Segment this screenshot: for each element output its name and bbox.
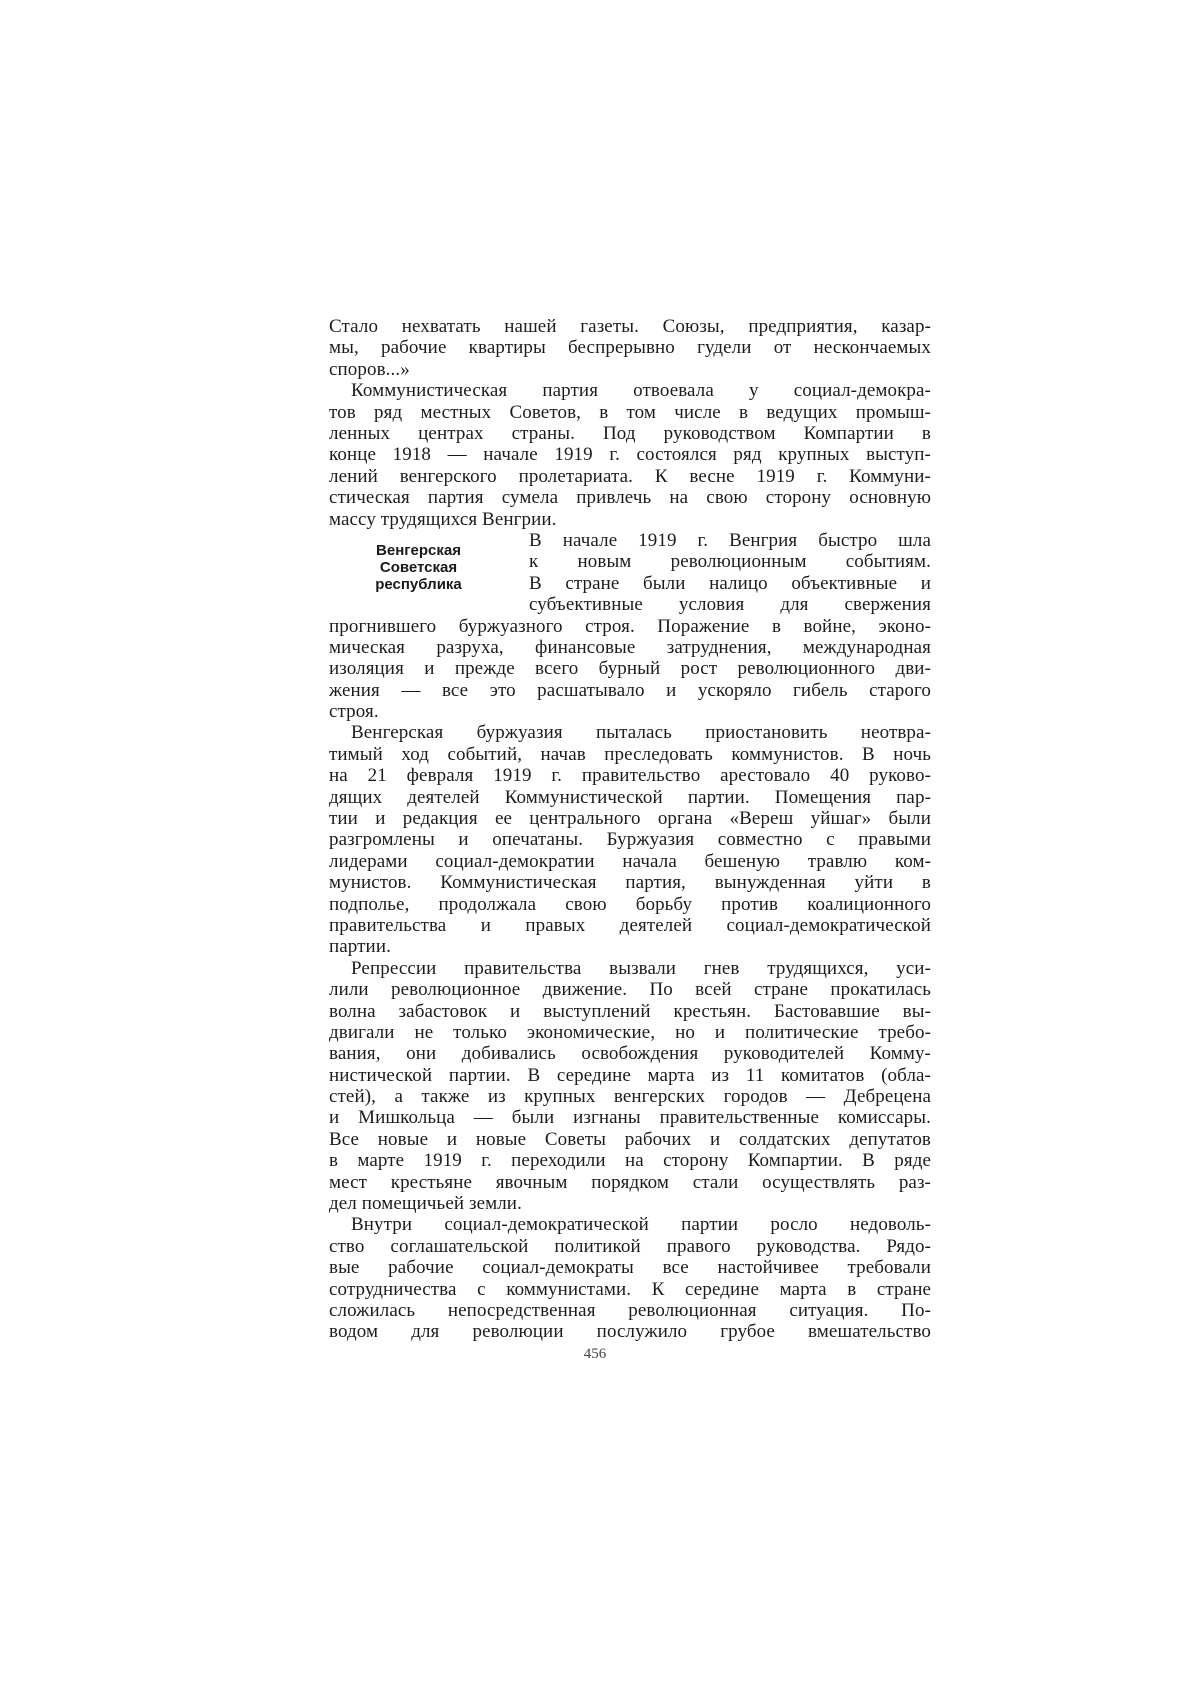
text-line: водом для революции послужило грубое вмешательство [329, 1321, 931, 1343]
paragraph-6 [329, 1214, 931, 1342]
text-line: тии и редакция ее центрального органа «Вереш уйшаг» были [329, 808, 931, 830]
text-line: к новым революционным событиям. [529, 551, 931, 573]
text-line: на 21 февраля 1919 г. правительство арестовало 40 руково- [329, 765, 931, 787]
text-line: Внутри социал-демократической партии росло недоволь- [351, 1214, 931, 1236]
text-line: и Мишкольца — были изгнаны правительственные комиссары. [329, 1107, 931, 1129]
text-line: сложилась непосредственная революционная ситуация. По- [329, 1300, 931, 1321]
text-line: в марте 1919 г. переходили на сторону Компартии. В ряде [329, 1150, 931, 1172]
text-line: вания, они добивались освобождения руководителей Комму- [329, 1043, 931, 1065]
text-line: Венгерская буржуазия пыталась приостановить неотвра- [351, 722, 931, 744]
text-column [329, 316, 931, 1343]
text-line: строя. [329, 701, 379, 723]
text-line: Репрессии правительства вызвали гнев трудящихся, уси- [351, 957, 931, 979]
wrapped-lines [529, 530, 931, 616]
text-line: жения — все это расшатывало и ускоряло гибель старого [329, 679, 931, 701]
sidehead-line: Венгерская [376, 541, 461, 559]
text-line: дел помещичьей земли. [329, 1193, 522, 1215]
text-line: вые рабочие социал-демократы все настойчивее требовали [329, 1257, 931, 1279]
text-line: ство соглашательской политикой правого руководства. Рядо- [329, 1235, 931, 1257]
text-line: В начале 1919 г. Венгрия быстро шла [529, 529, 931, 551]
text-line: мунистов. Коммунистическая партия, вынужденная уйти в [329, 872, 931, 894]
section-sidehead [356, 542, 481, 593]
text-line: Коммунистическая партия отвоевала у социал-демокра- [351, 380, 931, 402]
text-line: В стране были налицо объективные и [529, 572, 931, 594]
text-line: сотрудничества с коммунистами. К середине марта в стране [329, 1278, 931, 1300]
text-line: партии. [329, 936, 391, 958]
text-line: стическая партия сумела привлечь на свою сторону основную [329, 487, 931, 509]
text-line: конце 1918 — начале 1919 г. состоялся ряд крупных выступ- [329, 444, 931, 466]
text-line: стей), а также из крупных венгерских городов — Дебрецена [329, 1086, 931, 1108]
sidehead-line: республика [375, 575, 462, 593]
text-line: подполье, продолжала свою борьбу против коалиционного [329, 893, 931, 915]
text-line: ленных центрах страны. Под руководством Компартии в [329, 422, 931, 444]
text-line: дящих деятелей Коммунистической партии. Помещения пар- [329, 786, 931, 808]
paragraph-4 [329, 722, 931, 957]
text-line: мы, рабочие квартиры беспрерывно гудели от нескончаемых [329, 337, 931, 359]
text-line: субъективные условия для свержения [529, 594, 931, 616]
text-line: лидерами социал-демократии начала бешеную травлю ком- [329, 850, 931, 872]
text-line: лили революционное движение. По всей стране прокатилась [329, 979, 931, 1001]
paragraph-3 [329, 530, 931, 723]
text-line: мест крестьяне явочным порядком стали осуществлять раз- [329, 1171, 931, 1193]
paragraph-1 [329, 316, 931, 380]
text-line: Стало нехватать нашей газеты. Союзы, предприятия, казар- [329, 316, 931, 337]
text-line: Все новые и новые Советы рабочих и солдатских депутатов [329, 1128, 931, 1150]
paragraph-5 [329, 958, 931, 1215]
text-line: массу трудящихся Венгрии. [329, 508, 557, 530]
text-line: лений венгерского пролетариата. К весне 1919 г. Коммуни- [329, 465, 931, 487]
sidehead-wrap [329, 530, 931, 616]
text-line: двигали не только экономические, но и политические требо- [329, 1021, 931, 1043]
text-line: споров...» [329, 358, 410, 380]
page-number: 456 [583, 1346, 607, 1362]
text-line: волна забастовок и выступлений крестьян. Бастовавшие вы- [329, 1000, 931, 1022]
text-line: нистической партии. В середине марта из 11 комитатов (обла- [329, 1064, 931, 1086]
text-line: прогнившего буржуазного строя. Поражение в войне, эконо- [329, 615, 931, 637]
sidehead-line: Советская [379, 558, 458, 576]
text-line: изоляция и прежде всего бурный рост революционного дви- [329, 658, 931, 680]
paragraph-2 [329, 380, 931, 530]
text-line: мическая разруха, финансовые затруднения, международная [329, 636, 931, 658]
text-line: правительства и правых деятелей социал-демократической [329, 914, 931, 936]
text-line: тов ряд местных Советов, в том числе в ведущих промыш- [329, 401, 931, 423]
text-line: разгромлены и опечатаны. Буржуазия совместно с правыми [329, 829, 931, 851]
text-line: тимый ход событий, начав преследовать коммунистов. В ночь [329, 743, 931, 765]
